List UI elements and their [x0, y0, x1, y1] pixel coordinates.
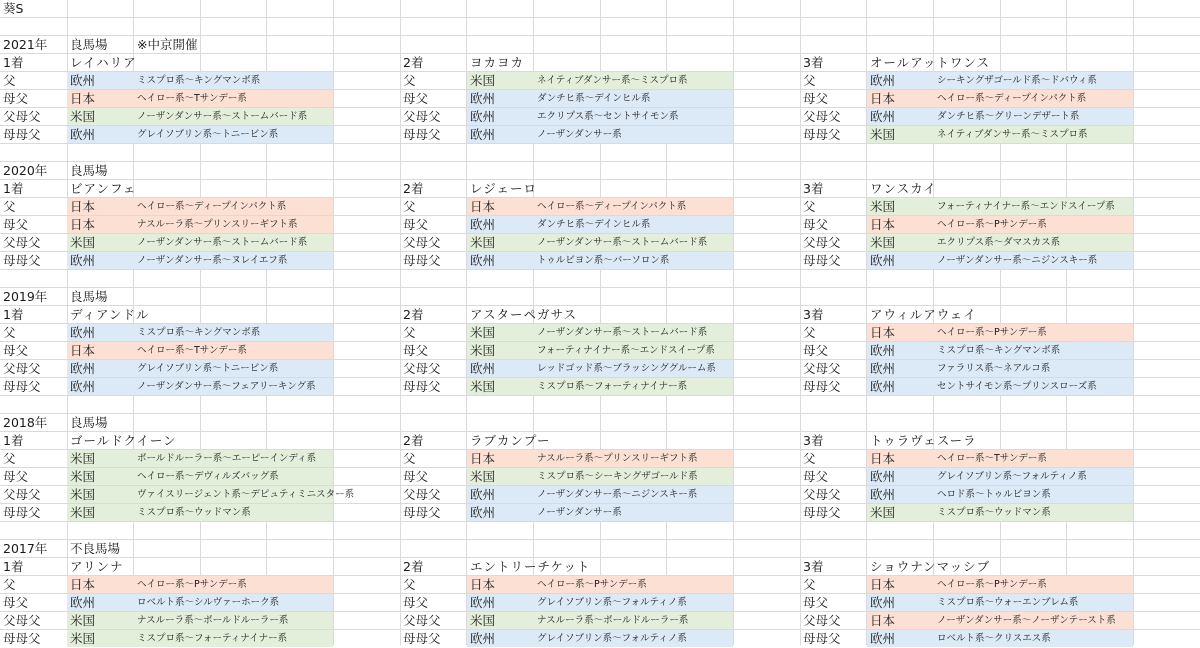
region-cell[interactable]: 米国: [470, 73, 496, 88]
pedigree-role[interactable]: 父: [3, 199, 16, 214]
year-label[interactable]: 2017年: [3, 541, 48, 556]
track-condition[interactable]: 不良馬場: [70, 541, 121, 556]
pedigree-role[interactable]: 母母父: [803, 505, 841, 520]
row-gridline: [0, 413, 1200, 414]
pedigree-role[interactable]: 母母父: [403, 127, 441, 142]
pedigree-role[interactable]: 母父: [3, 91, 29, 106]
finish-position[interactable]: 1着: [3, 307, 24, 322]
region-cell[interactable]: 米国: [70, 235, 96, 250]
pedigree-role[interactable]: 父母父: [403, 235, 441, 250]
finish-position[interactable]: 1着: [3, 559, 24, 574]
pedigree-role[interactable]: 父母父: [3, 487, 41, 502]
pedigree-role[interactable]: 父母父: [803, 109, 841, 124]
region-cell[interactable]: 欧州: [470, 217, 496, 232]
sire-line-cell[interactable]: ボールドルーラー系～エーピーインディ系: [137, 453, 317, 464]
horse-name[interactable]: レジェーロ: [470, 181, 537, 196]
sire-line-cell[interactable]: ナスルーラ系～プリンスリーギフト系: [137, 219, 298, 230]
horse-name[interactable]: エントリーチケット: [470, 559, 591, 574]
region-cell[interactable]: 日本: [70, 217, 96, 232]
region-cell[interactable]: 欧州: [870, 253, 896, 268]
row-gridline: [0, 17, 1200, 18]
region-cell[interactable]: 欧州: [870, 487, 896, 502]
region-cell[interactable]: 米国: [70, 109, 96, 124]
region-cell[interactable]: 日本: [70, 199, 96, 214]
pedigree-role[interactable]: 父: [3, 577, 16, 592]
region-cell[interactable]: 欧州: [870, 361, 896, 376]
sire-line-cell[interactable]: ヘイロー系～Pサンデー系: [937, 219, 1047, 230]
region-cell[interactable]: 欧州: [470, 487, 496, 502]
region-cell[interactable]: 欧州: [70, 253, 96, 268]
pedigree-role[interactable]: 父母父: [403, 361, 441, 376]
pedigree-role[interactable]: 母父: [3, 343, 29, 358]
finish-position[interactable]: 3着: [803, 307, 824, 322]
pedigree-role[interactable]: 母母父: [403, 505, 441, 520]
region-cell[interactable]: 米国: [870, 199, 896, 214]
region-cell[interactable]: 米国: [870, 235, 896, 250]
row-gridline: [0, 161, 1200, 162]
finish-position[interactable]: 1着: [3, 433, 24, 448]
region-cell[interactable]: 日本: [870, 91, 896, 106]
row-gridline: [0, 539, 1200, 540]
region-cell[interactable]: 欧州: [470, 505, 496, 520]
region-cell[interactable]: 米国: [470, 613, 496, 628]
sire-line-cell[interactable]: ヘイロー系～デヴィルズバッグ系: [137, 471, 279, 482]
finish-position[interactable]: 2着: [403, 307, 424, 322]
sire-line-cell[interactable]: セントサイモン系～プリンスローズ系: [937, 381, 1097, 392]
region-cell[interactable]: 欧州: [470, 109, 496, 124]
horse-name[interactable]: トゥラヴェスーラ: [870, 433, 977, 448]
region-cell[interactable]: 日本: [70, 577, 96, 592]
region-cell[interactable]: 米国: [70, 613, 96, 628]
pedigree-role[interactable]: 母母父: [3, 127, 41, 142]
horse-name[interactable]: ワンスカイ: [870, 181, 937, 196]
region-cell[interactable]: 米国: [470, 379, 496, 394]
pedigree-role[interactable]: 父: [803, 577, 816, 592]
pedigree-role[interactable]: 父: [803, 451, 816, 466]
sire-line-cell[interactable]: ミスプロ系～キングマンボ系: [137, 75, 261, 86]
pedigree-role[interactable]: 父母父: [3, 613, 41, 628]
pedigree-role[interactable]: 父: [403, 73, 416, 88]
year-label[interactable]: 2020年: [3, 163, 48, 178]
finish-position[interactable]: 3着: [803, 559, 824, 574]
row-gridline: [0, 305, 1200, 306]
pedigree-role[interactable]: 母父: [803, 595, 829, 610]
sire-line-cell[interactable]: ヘイロー系～ディープインパクト系: [537, 201, 687, 212]
pedigree-role[interactable]: 父: [403, 577, 416, 592]
sire-line-cell[interactable]: シーキングザゴールド系～ドバウィ系: [937, 75, 1097, 86]
region-cell[interactable]: 日本: [870, 613, 896, 628]
sire-line-cell[interactable]: ネイティブダンサー系～ミスプロ系: [937, 129, 1088, 140]
sire-line-cell[interactable]: ノーザンダンサー系～フェアリーキング系: [137, 381, 316, 392]
finish-position[interactable]: 2着: [403, 181, 424, 196]
venue-note[interactable]: ※中京開催: [137, 37, 198, 52]
finish-position[interactable]: 2着: [403, 55, 424, 70]
year-label[interactable]: 2021年: [3, 37, 48, 52]
region-cell[interactable]: 欧州: [470, 91, 496, 106]
region-cell[interactable]: 欧州: [870, 595, 896, 610]
row-gridline: [0, 557, 1200, 558]
pedigree-role[interactable]: 母母父: [803, 127, 841, 142]
region-cell[interactable]: 欧州: [470, 361, 496, 376]
sire-line-cell[interactable]: グレイソブリン系～フォルティノ系: [537, 597, 687, 608]
sire-line-cell[interactable]: ノーザンダンサー系～ヌレイエフ系: [137, 255, 288, 266]
region-cell[interactable]: 欧州: [870, 469, 896, 484]
pedigree-role[interactable]: 父: [403, 451, 416, 466]
sire-line-cell[interactable]: ヘイロー系～ディープインパクト系: [137, 201, 287, 212]
pedigree-role[interactable]: 父: [803, 325, 816, 340]
horse-name[interactable]: ラブカンプー: [470, 433, 551, 448]
region-cell[interactable]: 欧州: [870, 109, 896, 124]
sire-line-cell[interactable]: ヘイロー系～ディープインパクト系: [937, 93, 1087, 104]
pedigree-role[interactable]: 父母父: [3, 361, 41, 376]
region-cell[interactable]: 欧州: [70, 127, 96, 142]
horse-name[interactable]: アリンナ: [70, 559, 124, 574]
pedigree-role[interactable]: 母父: [803, 217, 829, 232]
region-cell[interactable]: 欧州: [70, 325, 96, 340]
pedigree-role[interactable]: 母父: [403, 91, 429, 106]
pedigree-role[interactable]: 母母父: [803, 253, 841, 268]
sire-line-cell[interactable]: ダンチヒ系～デインヒル系: [537, 219, 651, 230]
sire-line-cell[interactable]: ノーザンダンサー系～ストームバード系: [137, 237, 308, 248]
sire-line-cell[interactable]: ヘイロー系～Tサンデー系: [137, 93, 247, 104]
region-cell[interactable]: 欧州: [870, 343, 896, 358]
sire-line-cell[interactable]: グレイソブリン系～フォルティノ系: [537, 633, 687, 644]
pedigree-role[interactable]: 母父: [803, 91, 829, 106]
pedigree-role[interactable]: 父母父: [803, 361, 841, 376]
sire-line-cell[interactable]: ミスプロ系～ウッドマン系: [937, 507, 1051, 518]
pedigree-role[interactable]: 父: [3, 325, 16, 340]
region-cell[interactable]: 日本: [70, 343, 96, 358]
finish-position[interactable]: 1着: [3, 181, 24, 196]
region-cell[interactable]: 欧州: [870, 379, 896, 394]
sire-line-cell[interactable]: ヘイロー系～Pサンデー系: [937, 579, 1047, 590]
sire-line-cell[interactable]: ヘイロー系～Pサンデー系: [537, 579, 647, 590]
horse-name[interactable]: ヨカヨカ: [470, 55, 525, 70]
pedigree-role[interactable]: 父: [3, 451, 16, 466]
pedigree-role[interactable]: 父: [803, 199, 816, 214]
pedigree-role[interactable]: 父母父: [803, 235, 841, 250]
pedigree-role[interactable]: 母父: [3, 217, 29, 232]
sire-line-cell[interactable]: ナスルーラ系～ボールドルーラー系: [137, 615, 289, 626]
region-cell[interactable]: 米国: [470, 325, 496, 340]
horse-name[interactable]: ゴールドクイーン: [70, 433, 177, 448]
region-cell[interactable]: 米国: [70, 631, 96, 646]
pedigree-role[interactable]: 母母父: [403, 379, 441, 394]
sire-line-cell[interactable]: ミスプロ系～シーキングザゴールド系: [537, 471, 698, 482]
region-cell[interactable]: 日本: [470, 577, 496, 592]
pedigree-role[interactable]: 母父: [3, 469, 29, 484]
pedigree-role[interactable]: 母父: [403, 217, 429, 232]
pedigree-role[interactable]: 母母父: [803, 631, 841, 646]
sire-line-cell[interactable]: ノーザンダンサー系: [537, 507, 622, 518]
sire-line-cell[interactable]: ミスプロ系～フォーティナイナー系: [537, 381, 688, 392]
sire-line-cell[interactable]: ノーザンダンサー系: [537, 129, 622, 140]
sire-line-cell[interactable]: ノーザンダンサー系～ニジンスキー系: [937, 255, 1098, 266]
sire-line-cell[interactable]: ノーザンダンサー系～ストームバード系: [537, 327, 708, 338]
sire-line-cell[interactable]: グレイソブリン系～トニービン系: [137, 363, 279, 374]
horse-name[interactable]: オールアットワンス: [870, 55, 991, 70]
region-cell[interactable]: 米国: [70, 487, 96, 502]
pedigree-role[interactable]: 父母父: [3, 235, 41, 250]
region-cell[interactable]: 米国: [870, 505, 896, 520]
region-cell[interactable]: 欧州: [870, 73, 896, 88]
sire-line-cell[interactable]: ミスプロ系～フォーティナイナー系: [137, 633, 288, 644]
horse-name[interactable]: ディアンドル: [70, 307, 150, 322]
pedigree-role[interactable]: 父母父: [803, 613, 841, 628]
region-cell[interactable]: 米国: [470, 235, 496, 250]
sire-line-cell[interactable]: ノーザンダンサー系～ニジンスキー系: [537, 489, 698, 500]
sire-line-cell[interactable]: ミスプロ系～キングマンボ系: [937, 345, 1061, 356]
sire-line-cell[interactable]: ヴァイスリージェント系～デピュティミニスター系: [137, 489, 355, 500]
region-cell[interactable]: 米国: [70, 469, 96, 484]
sire-line-cell[interactable]: ナスルーラ系～ボールドルーラー系: [537, 615, 689, 626]
region-cell[interactable]: 欧州: [70, 595, 96, 610]
horse-name[interactable]: レイハリア: [70, 55, 137, 70]
finish-position[interactable]: 3着: [803, 181, 824, 196]
sire-line-cell[interactable]: ヘイロー系～Pサンデー系: [137, 579, 247, 590]
region-cell[interactable]: 欧州: [470, 631, 496, 646]
sire-line-cell[interactable]: グレイソブリン系～フォルティノ系: [937, 471, 1087, 482]
region-cell[interactable]: 欧州: [70, 379, 96, 394]
region-cell[interactable]: 欧州: [470, 253, 496, 268]
pedigree-role[interactable]: 母父: [3, 595, 29, 610]
sire-line-cell[interactable]: フォーティナイナー系～エンドスイープ系: [537, 345, 715, 356]
pedigree-role[interactable]: 父母父: [403, 613, 441, 628]
row-gridline: [0, 179, 1200, 180]
sire-line-cell[interactable]: ミスプロ系～ウッドマン系: [137, 507, 251, 518]
pedigree-role[interactable]: 父母父: [403, 109, 441, 124]
sire-line-cell[interactable]: ミスプロ系～キングマンボ系: [137, 327, 261, 338]
pedigree-role[interactable]: 父: [403, 325, 416, 340]
pedigree-role[interactable]: 母母父: [803, 379, 841, 394]
pedigree-role[interactable]: 母母父: [403, 253, 441, 268]
horse-name[interactable]: アウィルアウェイ: [870, 307, 977, 322]
horse-name[interactable]: アスターペガサス: [470, 307, 578, 322]
region-cell[interactable]: 欧州: [70, 73, 96, 88]
sire-line-cell[interactable]: フォーティナイナー系～エンドスイープ系: [937, 201, 1115, 212]
region-cell[interactable]: 日本: [870, 451, 896, 466]
pedigree-role[interactable]: 母母父: [3, 505, 41, 520]
sire-line-cell[interactable]: ミスプロ系～ウォーエンブレム系: [937, 597, 1079, 608]
pedigree-role[interactable]: 母母父: [3, 379, 41, 394]
sire-line-cell[interactable]: ロベルト系～シルヴァーホーク系: [137, 597, 280, 608]
year-label[interactable]: 2018年: [3, 415, 48, 430]
sire-line-cell[interactable]: ヘイロー系～Pサンデー系: [937, 327, 1047, 338]
pedigree-role[interactable]: 母父: [803, 469, 829, 484]
sire-line-cell[interactable]: ロベルト系～クリスエス系: [937, 633, 1051, 644]
pedigree-role[interactable]: 父: [3, 73, 16, 88]
region-cell[interactable]: 欧州: [870, 631, 896, 646]
region-cell[interactable]: 日本: [470, 451, 496, 466]
track-condition[interactable]: 良馬場: [70, 163, 108, 178]
sire-line-cell[interactable]: ダンチヒ系～デインヒル系: [537, 93, 651, 104]
sire-line-cell[interactable]: レッドゴッド系～ブラッシンググルーム系: [537, 363, 716, 374]
sire-line-cell[interactable]: ノーザンダンサー系～ストームバード系: [137, 111, 308, 122]
pedigree-role[interactable]: 父母父: [403, 487, 441, 502]
pedigree-role[interactable]: 父母父: [803, 487, 841, 502]
region-cell[interactable]: 米国: [70, 451, 96, 466]
sire-line-cell[interactable]: ノーザンダンサー系～ノーザンテースト系: [937, 615, 1116, 626]
track-condition[interactable]: 良馬場: [70, 415, 108, 430]
sire-line-cell[interactable]: グレイソブリン系～トニービン系: [137, 129, 279, 140]
pedigree-role[interactable]: 父: [803, 73, 816, 88]
finish-position[interactable]: 3着: [803, 55, 824, 70]
sire-line-cell[interactable]: ヘロド系～トゥルビヨン系: [937, 489, 1051, 500]
sire-line-cell[interactable]: エクリプス系～ダマスカス系: [937, 237, 1061, 248]
row-gridline: [0, 287, 1200, 288]
region-cell[interactable]: 米国: [470, 469, 496, 484]
region-cell[interactable]: 日本: [70, 91, 96, 106]
sire-line-cell[interactable]: ファラリス系～ネアルコ系: [937, 363, 1051, 374]
region-cell[interactable]: 米国: [470, 343, 496, 358]
horse-name[interactable]: ショウナンマッシブ: [870, 559, 991, 574]
sire-line-cell[interactable]: ダンチヒ系～グリーンデザート系: [937, 111, 1080, 122]
sire-line-cell[interactable]: ナスルーラ系～プリンスリーギフト系: [537, 453, 698, 464]
sire-line-cell[interactable]: トゥルビヨン系～バーソロン系: [537, 255, 670, 266]
region-cell[interactable]: 日本: [870, 325, 896, 340]
track-condition[interactable]: 良馬場: [70, 289, 108, 304]
sire-line-cell[interactable]: ヘイロー系～Tサンデー系: [937, 453, 1047, 464]
pedigree-role[interactable]: 母母父: [403, 631, 441, 646]
pedigree-role[interactable]: 母父: [403, 469, 429, 484]
finish-position[interactable]: 1着: [3, 55, 24, 70]
region-cell[interactable]: 日本: [870, 577, 896, 592]
year-label[interactable]: 2019年: [3, 289, 48, 304]
track-condition[interactable]: 良馬場: [70, 37, 108, 52]
region-cell[interactable]: 欧州: [70, 361, 96, 376]
region-cell[interactable]: 日本: [470, 199, 496, 214]
region-cell[interactable]: 日本: [870, 217, 896, 232]
sire-line-cell[interactable]: ネイティブダンサー系～ミスプロ系: [537, 75, 688, 86]
pedigree-role[interactable]: 母母父: [3, 253, 41, 268]
sire-line-cell[interactable]: ヘイロー系～Tサンデー系: [137, 345, 247, 356]
finish-position[interactable]: 3着: [803, 433, 824, 448]
sheet-title[interactable]: 葵S: [3, 1, 24, 16]
pedigree-role[interactable]: 父: [403, 199, 416, 214]
region-cell[interactable]: 米国: [70, 505, 96, 520]
row-gridline: [0, 431, 1200, 432]
finish-position[interactable]: 2着: [403, 559, 424, 574]
sire-line-cell[interactable]: エクリプス系～セントサイモン系: [537, 111, 679, 122]
pedigree-role[interactable]: 母父: [403, 343, 429, 358]
sire-line-cell[interactable]: ノーザンダンサー系～ストームバード系: [537, 237, 708, 248]
horse-name[interactable]: ビアンフェ: [70, 181, 137, 196]
pedigree-role[interactable]: 母母父: [3, 631, 41, 646]
finish-position[interactable]: 2着: [403, 433, 424, 448]
region-cell[interactable]: 欧州: [470, 127, 496, 142]
region-cell[interactable]: 米国: [870, 127, 896, 142]
pedigree-role[interactable]: 母父: [403, 595, 429, 610]
pedigree-role[interactable]: 母父: [803, 343, 829, 358]
pedigree-role[interactable]: 父母父: [3, 109, 41, 124]
region-cell[interactable]: 欧州: [470, 595, 496, 610]
